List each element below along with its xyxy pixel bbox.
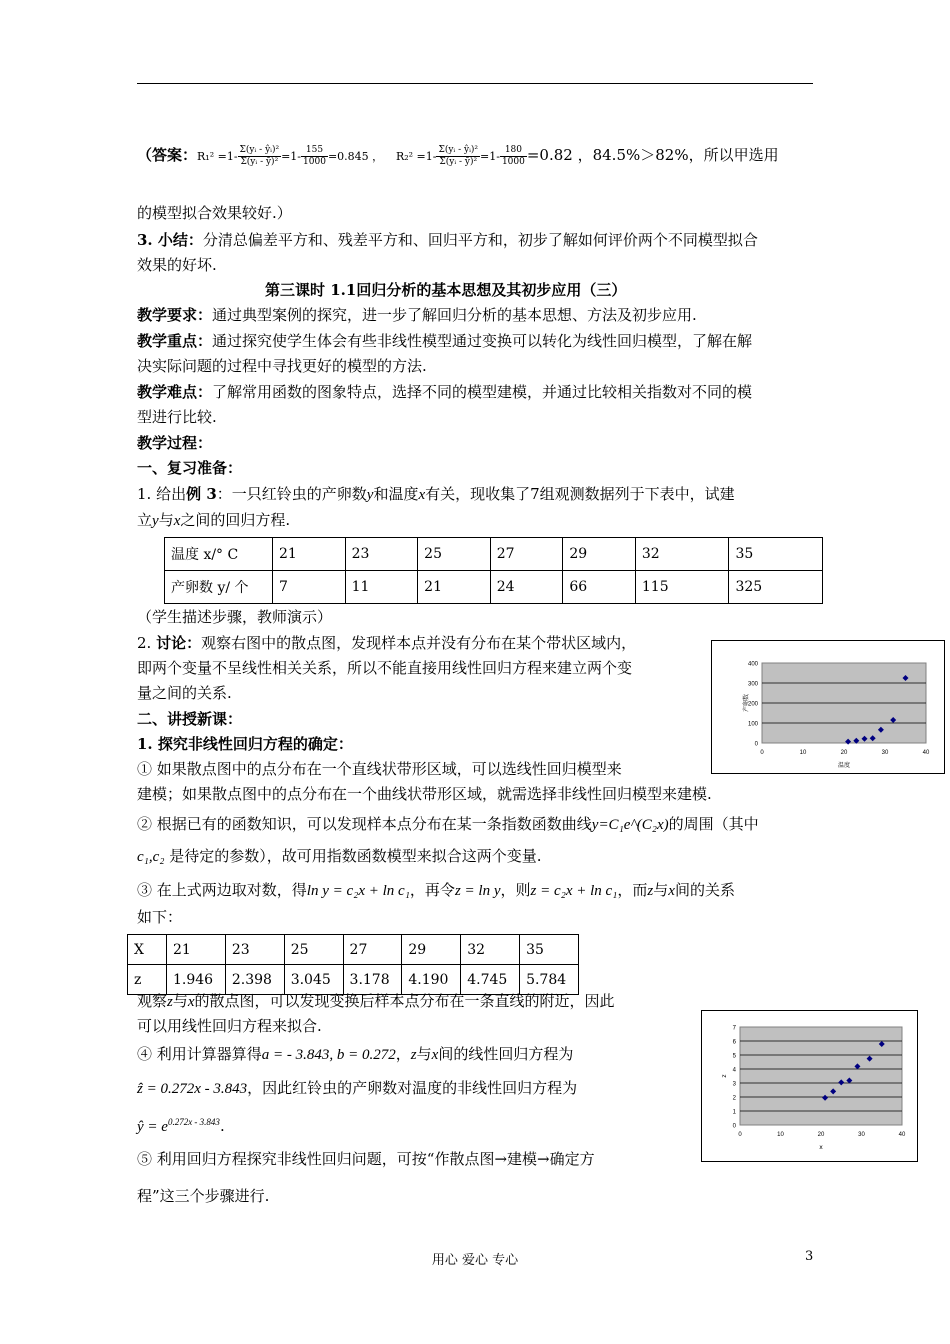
summary-line-1	[137, 229, 758, 251]
table-cell: z	[128, 965, 167, 995]
table-cell: 115	[635, 571, 729, 604]
table-cell: 3.045	[284, 965, 343, 995]
y-tick-label: 7	[732, 1025, 736, 1032]
table-cell: 温度 x/° C	[165, 538, 273, 571]
example-line-1	[137, 483, 735, 506]
s2-t2: 的周围（其中	[668, 815, 759, 833]
table-cell: 25	[284, 935, 343, 965]
s4-f3: ŷ = e	[137, 1119, 168, 1135]
y-tick-label: 0	[732, 1123, 736, 1130]
y-tick-label: 2	[732, 1095, 736, 1102]
step5-line-1: ⑤ 利用回归方程探究非线性回归问题，可按“作散点图→建模→确定方	[137, 1150, 595, 1168]
s3-t2: ，再令	[409, 881, 455, 899]
s3-t4: ，而	[617, 881, 648, 899]
step2-line-1	[137, 813, 759, 836]
z-x-scatter-svg	[702, 1011, 917, 1161]
table-row	[165, 571, 823, 604]
table-cell: 4.190	[402, 965, 461, 995]
y-tick-label: 6	[732, 1039, 736, 1046]
table-cell: 25	[418, 538, 491, 571]
step4-line-1	[137, 1043, 573, 1066]
y-axis-label: 产卵数	[743, 693, 750, 713]
table-cell: 32	[461, 935, 520, 965]
temperature-egg-table	[164, 537, 823, 604]
table-cell: 35	[729, 538, 823, 571]
step3-line-2: 如下：	[137, 908, 183, 926]
step1-line-1: ① 如果散点图中的点分布在一个直线状带形区域，可以选线性回归模型来	[137, 760, 622, 778]
table-cell: 23	[345, 538, 418, 571]
r2-result: =0.82 ，84.5%＞82%，所以甲选用	[526, 146, 779, 164]
s3-t5: 与	[653, 881, 669, 899]
y-tick-label: 300	[747, 681, 758, 688]
discuss-label: 讨论：	[156, 634, 202, 652]
table-cell: 29	[563, 538, 636, 571]
s4-t4: 间的线性回归方程为	[438, 1045, 574, 1063]
step4-line-3	[137, 1111, 225, 1138]
y-tick-label: 1	[732, 1109, 736, 1116]
x-tick-label: 40	[898, 1132, 906, 1138]
plot-area	[740, 1027, 902, 1125]
teaching-difficulty	[137, 381, 752, 403]
obs-z: z	[167, 994, 173, 1010]
s3-x: x	[668, 883, 675, 899]
table-cell: 21	[273, 538, 346, 571]
obs-t3: 的散点图，可以发现变换后样本点分布在一条直线的附近，因此	[194, 992, 615, 1010]
x-tick-label: 10	[799, 750, 807, 756]
x-tick-label: 20	[817, 1132, 825, 1138]
s4-f3-exponent: 0.272x - 3.843	[167, 1117, 220, 1127]
table-cell: 35	[520, 935, 579, 965]
observe-line-1	[137, 990, 615, 1013]
x-tick-label: 30	[881, 750, 889, 756]
ex1-l2-x: x	[173, 513, 181, 529]
step1-line-2: 建模；如果散点图中的点分布在一个曲线状带形区域，就需选择非线性回归模型来建模.	[137, 785, 712, 803]
ex1-y: y	[366, 487, 374, 503]
y-tick-label: 4	[732, 1067, 736, 1074]
table-cell: 27	[343, 935, 402, 965]
r2-eq: =1-	[480, 150, 500, 163]
x-tick-label: 40	[922, 750, 930, 756]
s4-t2: ，	[395, 1045, 411, 1063]
s4-f1: a = - 3.843, b = 0.272	[261, 1047, 396, 1063]
r1-numerator: Σ(yᵢ - ŷᵢ)²	[239, 144, 280, 155]
ex1-label: 例 3	[186, 485, 217, 503]
r1-value-fraction	[301, 145, 328, 168]
observe-line-2: 可以用线性回归方程来拟合.	[137, 1017, 322, 1035]
s2-t4: 是待定的参数），故可用指数函数模型来拟合这两个变量.	[164, 847, 542, 865]
difficulty-text-1: 了解常用函数的图象特点，选择不同的模型建模，并通过比较相关指数对不同的模	[212, 383, 753, 401]
table-cell: 产卵数 y/ 个	[165, 571, 273, 604]
x-axis-label: 温度	[837, 762, 851, 769]
process-heading: 教学过程：	[137, 434, 213, 452]
s3-f1: ln y = c₂x + ln c₁	[306, 883, 410, 899]
ex1-p2: ：一只红铃虫的产卵数	[216, 485, 367, 503]
step4-line-2	[137, 1077, 577, 1100]
y-tick-label: 5	[732, 1053, 736, 1060]
table-cell: 27	[490, 538, 563, 571]
explore-heading: 1. 探究非线性回归方程的确定：	[137, 735, 353, 753]
table-cell: 4.745	[461, 965, 520, 995]
review-heading: 一、复习准备：	[137, 459, 243, 477]
discuss-line-3: 量之间的关系.	[137, 684, 232, 702]
s2-formula: y=C₁e^(C₂x)	[591, 817, 669, 833]
table-cell: 11	[345, 571, 418, 604]
s4-t1: ④ 利用计算器算得	[137, 1045, 262, 1063]
ex1-p4: 有关，现收集了7组观测数据列于下表中，试建	[425, 485, 735, 503]
table-cell: 29	[402, 935, 461, 965]
table-cell: 1.946	[167, 965, 226, 995]
egg-count-scatter-chart	[711, 640, 945, 774]
y-tick-label: 400	[747, 661, 758, 668]
x-tick-label: 10	[777, 1132, 784, 1138]
summary-line-2: 效果的好坏.	[137, 256, 217, 274]
ex1-l2-y: y	[152, 513, 159, 529]
x-tick-label: 20	[840, 750, 848, 756]
discuss-t1: 观察右图中的散点图，发现样本点并没有分布在某个带状区域内，	[201, 634, 637, 652]
s3-f2: z = ln y	[454, 883, 501, 899]
s4-t3: 与	[416, 1045, 432, 1063]
r2-fraction	[436, 145, 480, 168]
summary-text-1: 分清总偏差平方和、残差平方和、回归平方和，初步了解如何评价两个不同模型拟合	[202, 231, 758, 249]
answer-line	[137, 144, 779, 168]
r2-value-fraction	[500, 145, 527, 168]
s3-t3: ，则	[500, 881, 531, 899]
y-axis-label: z	[721, 1074, 728, 1078]
x-tick-label: 0	[760, 750, 764, 756]
s4-t5: ，因此红铃虫的产卵数对温度的非线性回归方程为	[247, 1079, 578, 1097]
r2-value-den: 1000	[501, 156, 525, 167]
table-cell: 21	[167, 935, 226, 965]
focus-text-2: 决实际问题的过程中寻找更好的模型的方法.	[137, 357, 427, 375]
page-footer: 用心 爱心 专心	[431, 1253, 519, 1268]
x-axis-label: x	[819, 1144, 823, 1151]
newlesson-heading: 二、讲授新课：	[137, 710, 243, 728]
table-cell: X	[128, 935, 167, 965]
answer-continuation: 的模型拟合效果较好.）	[137, 204, 292, 222]
lesson-title: 第三课时 1.1回归分析的基本思想及其初步应用（三）	[265, 281, 627, 299]
difficulty-label: 教学难点：	[137, 383, 213, 401]
ex1-p3: 和温度	[373, 485, 419, 503]
r1-fraction	[238, 145, 282, 168]
table-cell: 23	[225, 935, 284, 965]
summary-label: 3. 小结：	[137, 231, 203, 249]
x-tick-label: 0	[738, 1132, 742, 1138]
r2-lhs: R₂² =1-	[395, 150, 437, 163]
table-cell: 32	[635, 538, 729, 571]
ex1-p1: 1. 给出	[137, 485, 187, 503]
ex1-l2a: 立	[137, 511, 153, 529]
r1-eq: =1-	[281, 150, 302, 163]
y-tick-label: 3	[732, 1081, 736, 1088]
focus-text-1: 通过探究使学生体会有些非线性模型通过变换可以转化为线性回归模型，了解在解	[212, 332, 753, 350]
table-cell: 3.178	[343, 965, 402, 995]
teaching-focus	[137, 330, 752, 352]
demo-note: （学生描述步骤，教师演示）	[137, 608, 333, 626]
s3-z: z	[647, 883, 654, 899]
table-cell: 5.784	[520, 965, 579, 995]
obs-t2: 与	[172, 992, 188, 1010]
x-z-table	[127, 934, 579, 995]
table-cell: 24	[490, 571, 563, 604]
s4-z: z	[410, 1047, 417, 1063]
discuss-line-1	[137, 632, 636, 654]
table-cell: 66	[563, 571, 636, 604]
s4-x: x	[431, 1047, 439, 1063]
difficulty-text-2: 型进行比较.	[137, 408, 217, 426]
egg-count-scatter-svg	[712, 641, 944, 773]
step3-line-1	[137, 879, 735, 902]
r2-value-num: 180	[500, 145, 527, 157]
x-tick-label: 30	[858, 1132, 865, 1138]
y-tick-label: 0	[754, 741, 758, 748]
y-tick-label: 100	[747, 721, 758, 728]
z-x-scatter-chart	[701, 1010, 918, 1162]
s2-params: c₁,c₂	[137, 849, 165, 865]
y-tick-label: 200	[747, 701, 758, 708]
obs-x: x	[187, 994, 195, 1010]
table-cell: 325	[729, 571, 823, 604]
ex1-x: x	[418, 487, 426, 503]
table-cell: 2.398	[225, 965, 284, 995]
step2-line-2	[137, 845, 542, 868]
s3-f3: z = c₂x + ln c₁	[530, 883, 618, 899]
r1-value-num: 155	[301, 145, 328, 157]
discuss-line-2: 即两个变量不呈线性相关关系，所以不能直接用线性回归方程来建立两个变	[137, 659, 633, 677]
s4-t6: .	[219, 1117, 225, 1135]
r1-result: =0.845 ，	[327, 150, 384, 163]
r2-denominator: Σ(yᵢ - ȳ)²	[439, 156, 478, 167]
answer-label: （答案：	[137, 146, 198, 164]
r1-denominator: Σ(yᵢ - ȳ)²	[240, 156, 279, 167]
table-cell: 21	[418, 571, 491, 604]
focus-label: 教学重点：	[137, 332, 213, 350]
s2-t1: ② 根据已有的函数知识，可以发现样本点分布在某一条指数函数曲线	[137, 815, 592, 833]
r1-value-den: 1000	[303, 156, 326, 167]
page-number: 3	[805, 1249, 814, 1264]
s4-f2: ẑ = 0.272x - 3.843	[137, 1081, 248, 1097]
table-row	[165, 538, 823, 571]
step5-line-2: 程”这三个步骤进行.	[137, 1187, 270, 1205]
ex1-l2b: 与	[158, 511, 174, 529]
table-row	[128, 935, 579, 965]
discuss-num: 2.	[137, 634, 157, 652]
obs-t1: 观察	[137, 992, 168, 1010]
r1-lhs: R₁² =1-	[197, 150, 238, 163]
example-line-2	[137, 509, 290, 532]
table-cell: 7	[273, 571, 346, 604]
req-label: 教学要求：	[137, 306, 213, 324]
s3-t6: 间的关系	[674, 881, 735, 899]
ex1-l2c: 之间的回归方程.	[180, 511, 291, 529]
r2-numerator: Σ(yᵢ - ŷᵢ)²	[438, 144, 479, 155]
teaching-requirements	[137, 304, 697, 326]
header-rule	[137, 83, 813, 84]
s3-t1: ③ 在上式两边取对数，得	[137, 881, 307, 899]
req-text: 通过典型案例的探究，进一步了解回归分析的基本思想、方法及初步应用.	[212, 306, 697, 324]
